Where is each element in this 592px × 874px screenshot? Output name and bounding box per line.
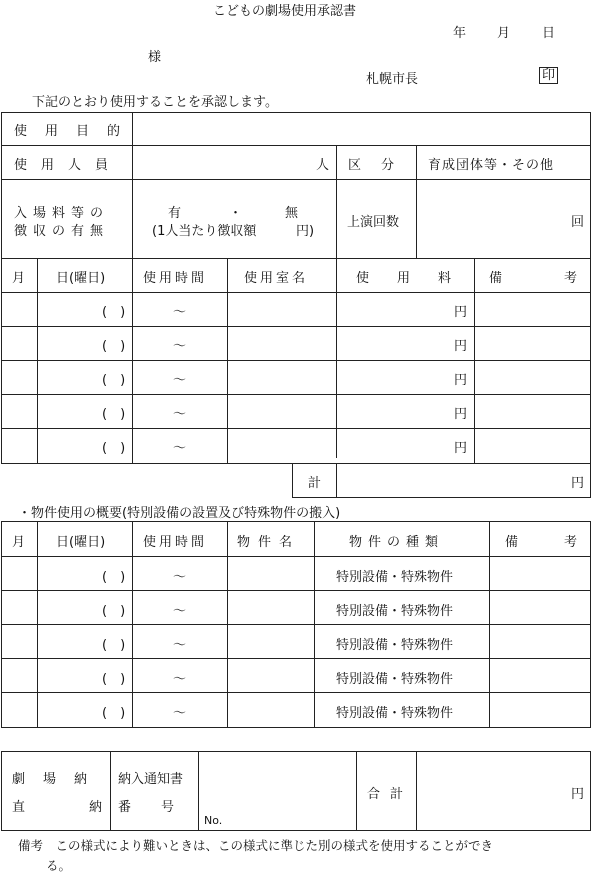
admission-yes-option[interactable]: 有 [168,206,182,221]
items-row-kind[interactable]: 特別設備・特殊物件 [336,638,454,653]
usage-header-time: 使用時間 [143,271,208,286]
admission-no-option[interactable]: 無 [285,206,299,221]
issuer-name: 札幌市長 [366,72,419,87]
users-label: 使用人員 [14,158,123,173]
notice-number-field[interactable] [222,755,352,827]
items-row-day[interactable]: ( ) [102,570,126,585]
usage-row-time[interactable]: 〜 [173,373,187,388]
payment-total-unit: 円 [571,787,585,802]
users-unit: 人 [316,158,330,173]
usage-total-label: 計 [308,476,322,491]
usage-row-fee-unit: 円 [454,407,468,422]
category-label: 区分 [348,158,415,173]
usage-header-month: 月 [12,271,26,286]
items-row-time[interactable]: 〜 [173,604,187,619]
items-row-time[interactable]: 〜 [173,672,187,687]
usage-row-day[interactable]: ( ) [102,407,126,422]
usage-row-time[interactable]: 〜 [173,339,187,354]
items-row-day[interactable]: ( ) [102,638,126,653]
purpose-field[interactable] [134,113,589,145]
notice-label-2: 番号 [118,800,205,815]
remarks-line-1: 備考 この様式により難いときは、この様式に準じた別の様式を使用することができ [18,838,494,853]
items-row-kind[interactable]: 特別設備・特殊物件 [336,672,454,687]
items-row-day[interactable]: ( ) [102,604,126,619]
usage-row-day[interactable]: ( ) [102,339,126,354]
items-section-title: ・物件使用の概要(特別設備の設置及び特殊物件の搬入) [18,506,341,521]
items-row-kind[interactable]: 特別設備・特殊物件 [336,570,454,585]
date-day-label: 日 [542,26,556,41]
usage-header-notes: 備 考 [489,271,577,286]
items-header-day: 日(曜日) [56,535,106,550]
notice-number-mark: No. [204,814,223,827]
performances-label: 上演回数 [347,215,400,230]
items-row-kind[interactable]: 特別設備・特殊物件 [336,604,454,619]
usage-row-time[interactable]: 〜 [173,305,187,320]
date-month-label: 月 [497,26,511,41]
items-row-time[interactable]: 〜 [173,638,187,653]
intro-text: 下記のとおり使用することを承認します。 [32,95,278,110]
notice-label-1: 納入通知書 [118,772,184,787]
addressee-suffix: 様 [148,50,162,65]
items-row-day[interactable]: ( ) [102,672,126,687]
date-year-label: 年 [453,26,467,41]
admission-label-1: 入場料等の [14,206,110,221]
admission-yen: 円) [296,224,315,239]
usage-row-day[interactable]: ( ) [102,305,126,320]
items-header-month: 月 [12,535,26,550]
document-title: こどもの劇場使用承認書 [213,4,357,19]
category-value[interactable]: 育成団体等・その他 [428,158,555,173]
users-field[interactable] [134,146,314,178]
items-header-notes: 備 考 [505,535,577,550]
usage-row-time[interactable]: 〜 [173,407,187,422]
usage-row-day[interactable]: ( ) [102,373,126,388]
payment-theater-label[interactable]: 劇場納 [12,772,106,787]
usage-total-unit: 円 [571,476,585,491]
items-header-kind: 物件の種類 [349,535,445,550]
remarks-line-2: る。 [46,858,72,873]
items-row-time[interactable]: 〜 [173,706,187,721]
usage-row-day[interactable]: ( ) [102,441,126,456]
items-header-name: 物件名 [237,535,301,550]
usage-header-day: 日(曜日) [56,271,106,286]
items-row-kind[interactable]: 特別設備・特殊物件 [336,706,454,721]
performances-unit: 回 [571,215,585,230]
purpose-label: 使 用 目 的 [14,124,120,139]
payment-direct-label[interactable]: 直 納 [12,800,102,815]
usage-header-room: 使用室名 [244,271,309,286]
admission-per-person: (1人当たり徴収額 [152,224,257,239]
payment-total-label: 合計 [367,787,414,802]
admission-label-2: 徴収の有無 [14,224,110,239]
admission-dot: ・ [229,206,243,221]
usage-header-fee: 使用料 [356,271,480,286]
usage-row-fee-unit: 円 [454,339,468,354]
items-header-time: 使用時間 [143,535,208,550]
usage-row-fee-unit: 円 [454,373,468,388]
official-seal: 印 [539,67,558,84]
usage-row-fee-unit: 円 [454,441,468,456]
usage-row-fee-unit: 円 [454,305,468,320]
items-row-time[interactable]: 〜 [173,570,187,585]
usage-row-time[interactable]: 〜 [173,441,187,456]
items-row-day[interactable]: ( ) [102,706,126,721]
